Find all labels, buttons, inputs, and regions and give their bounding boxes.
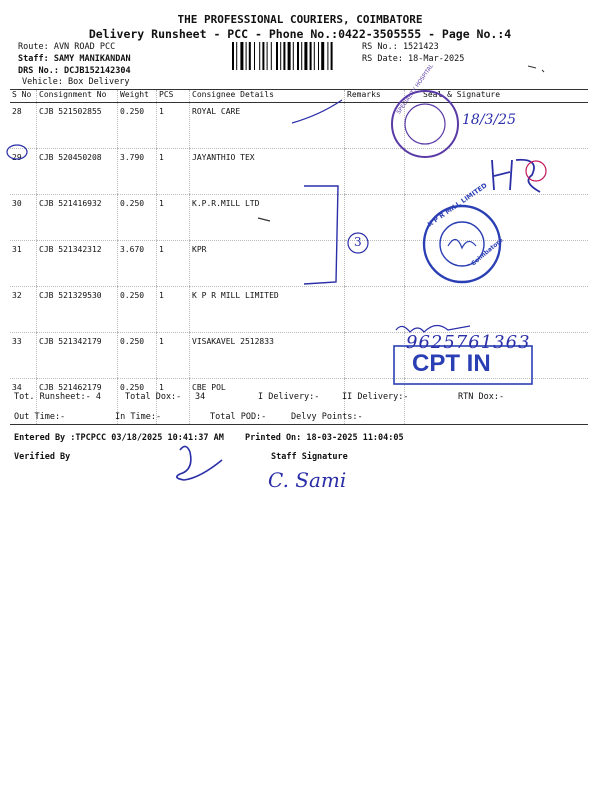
hospital-stamp-text: SPECIALITY HOSPITAL — [396, 63, 435, 116]
rs-number: RS No.: 1521423 — [362, 42, 439, 52]
verified-by-signature — [177, 446, 222, 480]
staff-label: Staff: SAMY MANIKANDAN — [18, 54, 131, 64]
hospital-stamp-outer — [392, 91, 458, 157]
printed-on: Printed On: 18-03-2025 11:04:05 — [245, 433, 404, 443]
row-sno: 29 — [10, 149, 37, 195]
kpr-stamp-city: Coimbatore — [470, 236, 505, 268]
i-delivery: I Delivery:- — [258, 392, 320, 402]
bracket-mark — [304, 186, 338, 284]
row-consignment: CJB 520450208 — [37, 149, 118, 195]
row-consignment: CJB 521342179 — [37, 333, 118, 379]
row-sno: 33 — [10, 333, 37, 379]
total-pod: Total POD:- — [210, 412, 267, 422]
total-dox-value: 34 — [195, 392, 206, 402]
signature-stroke-28 — [292, 100, 342, 123]
row-pcs: 1 — [157, 333, 190, 379]
row-consignee: CBE POL — [190, 379, 345, 425]
row-weight: 0.250 — [118, 195, 157, 241]
total-dox-label: Total Dox:- — [125, 392, 182, 402]
vehicle-label: Vehicle: Box Delivery — [22, 77, 130, 87]
drs-number: DRS No.: DCJB152142304 — [18, 66, 131, 76]
date-handwriting: 18/3/25 — [462, 112, 516, 128]
row-sno: 32 — [10, 287, 37, 333]
delvy-points: Delvy Points:- — [291, 412, 363, 422]
col-consignment: Consignment No — [37, 90, 118, 103]
row-consignee: KPR — [190, 241, 345, 287]
route-label: Route: AVN ROAD PCC — [18, 42, 116, 52]
runsheet-subtitle: Delivery Runsheet - PCC - Phone No.:0422-3505555 - Page No.:4 — [88, 27, 512, 41]
dash-mark — [258, 218, 270, 221]
row-pcs: 1 — [157, 287, 190, 333]
row-weight: 0.250 — [118, 379, 157, 425]
entered-by: Entered By :TPCPCC 03/18/2025 10:41:37 AM — [14, 433, 224, 443]
col-seal-signature: Seal & Signature — [405, 90, 589, 103]
row-consignment: CJB 521342312 — [37, 241, 118, 287]
cpt-in-stamp: CPT IN — [412, 350, 491, 377]
row-sno: 28 — [10, 103, 37, 149]
col-consignee: Consignee Details — [190, 90, 345, 103]
corner-mark — [528, 66, 544, 72]
rtn-dox: RTN Dox:- — [458, 392, 505, 402]
col-sno: S No — [10, 90, 37, 103]
row-weight: 0.250 — [118, 333, 157, 379]
row-consignee: VISAKAVEL 2512833 — [190, 333, 345, 379]
out-time: Out Time:- — [14, 412, 66, 422]
col-weight: Weight — [118, 90, 157, 103]
hospital-stamp-inner — [405, 104, 445, 144]
row-sno: 34 — [10, 379, 37, 425]
tot-runsheet: Tot. Runsheet:- 4 — [14, 392, 101, 402]
row-weight: 0.250 — [118, 103, 157, 149]
row-consignment: CJB 521329530 — [37, 287, 118, 333]
row-consignment: CJB 521416932 — [37, 195, 118, 241]
verified-by: Verified By — [14, 452, 71, 462]
kpr-stamp-signature — [448, 239, 476, 248]
company-title: THE PROFESSIONAL COURIERS, COIMBATORE — [177, 13, 423, 26]
row-weight: 3.670 — [118, 241, 157, 287]
row-consignee: JAYANTHIO TEX — [190, 149, 345, 195]
row-pcs: 1 — [157, 103, 190, 149]
ii-delivery: II Delivery:- — [342, 392, 409, 402]
row-consignment: CJB 521462179 — [37, 379, 118, 425]
staff-signature-label: Staff Signature — [271, 452, 348, 462]
row-sno: 30 — [10, 195, 37, 241]
row-consignee: ROYAL CARE — [190, 103, 345, 149]
col-remarks: Remarks — [345, 90, 405, 103]
kpr-stamp-text: K P R MILL LIMITED — [426, 181, 489, 229]
row-sno: 31 — [10, 241, 37, 287]
row-weight: 0.250 — [118, 287, 157, 333]
row-weight: 3.790 — [118, 149, 157, 195]
rs-date: RS Date: 18-Mar-2025 — [362, 54, 465, 64]
staff-signature-handwriting: C. Sami — [268, 468, 347, 492]
row-consignee: K P R MILL LIMITED — [190, 287, 345, 333]
circle-mark-29 — [7, 145, 27, 159]
phone-handwriting: 9625761363 — [406, 332, 531, 353]
row-pcs: 1 — [157, 149, 190, 195]
in-time: In Time:- — [115, 412, 162, 422]
circled-number: 3 — [354, 235, 362, 249]
row-pcs: 1 — [157, 195, 190, 241]
row-consignment: CJB 521502855 — [37, 103, 118, 149]
col-pcs: PCS — [157, 90, 190, 103]
row-pcs: 1 — [157, 241, 190, 287]
row-pcs: 1 — [157, 379, 190, 425]
row-consignee: K.P.R.MILL LTD — [190, 195, 345, 241]
